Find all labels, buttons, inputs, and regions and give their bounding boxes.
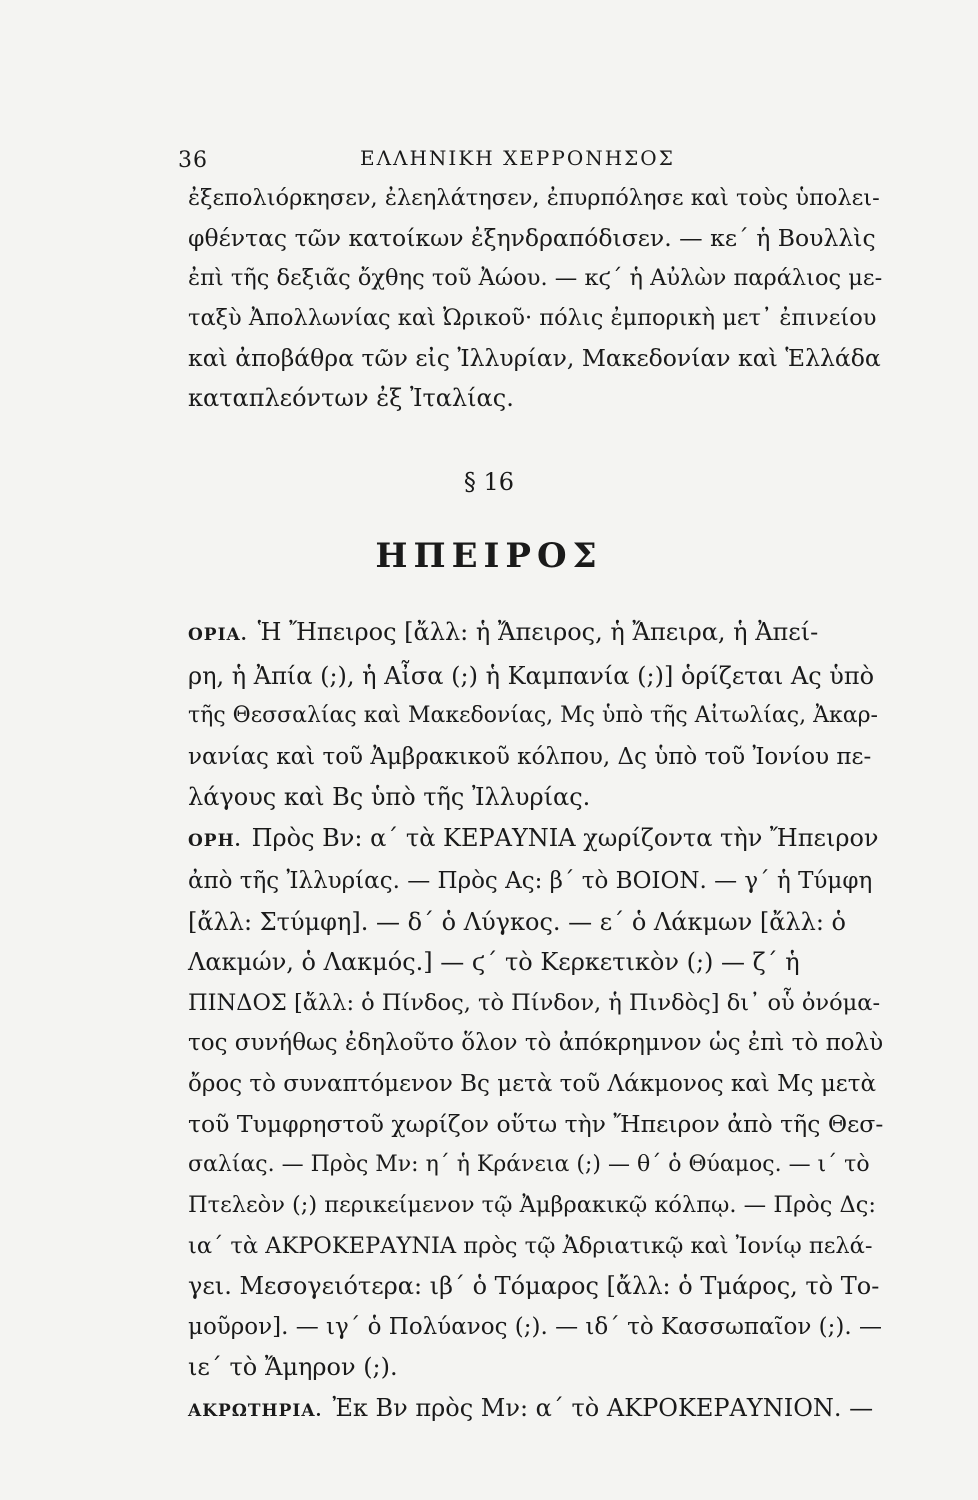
text-line: Πτελεὸν (;) περικείμενον τῷ Ἀμβρακικῷ κόλπῳ. — Πρὸς Δς: [188,1192,876,1218]
text-line: τῆς Θεσσαλίας καὶ Μακεδονίας, Μς ὑπὸ τῆς Αἰτωλίας, Ἀκαρ- [188,703,878,728]
text-line: ιε΄ τὸ Ἄμηρον (;). [188,1353,398,1381]
text-line: ἀπὸ τῆς Ἰλλυρίας. — Πρὸς Ας: β΄ τὸ ΒΟΙΟΝ. — γ΄ ἡ Τύμφη [188,868,873,894]
text-line: τος συνήθως ἐδηλοῦτο ὅλον τὸ ἀπόκρημνον ὡς ἐπὶ τὸ πολὺ [188,1030,884,1056]
akrotiria-label: ΑΚΡΩΤΗΡΙΑ. [188,1400,323,1421]
text-line: ὄρος τὸ συναπτόμενον Βς μετὰ τοῦ Λάκμονος καὶ Μς μετὰ [188,1070,876,1097]
page-header [178,140,878,180]
akrotiria-text: Ἐκ Βν πρὸς Μν: α΄ τὸ ΑΚΡΟΚΕΡΑΥΝΙΟΝ. — [332,1393,874,1422]
section-title: ΗΠΕΙΡΟΣ [375,536,603,576]
text-line: καὶ ἀποβάθρα τῶν εἰς Ἰλλυρίαν, Μακεδονίαν καὶ Ἑλλάδα [188,344,881,372]
text-line: μοῦρον]. — ιγ΄ ὁ Πολύανος (;). — ιδ΄ τὸ Κασσωπαῖον (;). — [188,1313,882,1340]
text-line: γει. Μεσογειότερα: ιβ΄ ὁ Τόμαρος [ἄλλ: ὁ Τμάρος, τὸ Το- [188,1272,880,1300]
ori-label: ΟΡΗ. [188,830,242,851]
section-number: § 16 [463,468,515,496]
page-number: 36 [178,148,208,173]
oria-label: ΟΡΙΑ. [188,625,248,645]
text-line: Λακμών, ὁ Λακμός.] — ϛ΄ τὸ Κερκετικὸν (;) — ζ΄ ἡ [188,948,800,976]
running-head: ΕΛΛΗΝΙΚΗ ΧΕΡΡΟΝΗΣΟΣ [360,146,675,170]
top-paragraph [188,178,883,418]
text-line [188,1388,883,1432]
text-line: νανίας καὶ τοῦ Ἀμβρακικοῦ κόλπου, Δς ὑπὸ τοῦ Ἰονίου πε- [188,743,872,770]
text-line: φθέντας τῶν κατοίκων ἐξηνδραπόδισεν. — κε΄ ἡ Βουλλὶς [188,224,876,252]
text-line: καταπλεόντων ἐξ Ἰταλίας. [188,384,514,412]
main-text [188,612,883,1431]
text-line: σαλίας. — Πρὸς Μν: η΄ ἡ Κράνεια (;) — θ΄ ὁ Θύαμος. — ι΄ τὸ [188,1151,870,1177]
text-line: ια΄ τὰ ΑΚΡΟΚΕΡΑΥΝΙΑ πρὸς τῷ Ἀδριατικῷ καὶ Ἰονίῳ πελά- [188,1232,873,1259]
text-line: τοῦ Τυμφρηστοῦ χωρίζον οὕτω τὴν Ἤπειρον ἀπὸ τῆς Θεσ- [188,1110,884,1138]
text-line: [ἄλλ: Στύμφη]. — δ΄ ὁ Λύγκος. — ε΄ ὁ Λάκμων [ἄλλ: ὁ [188,907,846,936]
text-line: ἐπὶ τῆς δεξιᾶς ὄχθης τοῦ Ἀώου. — κϛ΄ ἡ Αὐλὼν παράλιος με- [188,265,883,291]
oria-text: Ἡ Ἤπειρος [ἄλλ: ἡ Ἄπειρος, ἡ Ἄπειρα, ἡ Ἀπεί- [257,618,819,646]
ori-text: Πρὸς Βν: α΄ τὰ ΚΕΡΑΥΝΙΑ χωρίζοντα τὴν Ἤπειρον [251,823,879,852]
text-line: ἐξεπολιόρκησεν, ἐλεηλάτησεν, ἐπυρπόλησε καὶ τοὺς ὑπολει- [188,185,880,211]
text-line: ρη, ἡ Ἀπία (;), ἡ Αἶσα (;) ἡ Καμπανία (;)] ὁρίζεται Ας ὑπὸ [188,661,875,690]
text-line: ταξὺ Ἀπολλωνίας καὶ Ὠρικοῦ· πόλις ἐμπορικὴ μετ᾽ ἐπινείου [188,305,877,331]
text-line [188,818,883,862]
text-line: ΠΙΝΔΟΣ [ἄλλ: ὁ Πίνδος, τὸ Πίνδον, ἡ Πινδὸς] δι᾽ οὗ ὀνόμα- [188,989,881,1016]
text-line: λάγους καὶ Βς ὑπὸ τῆς Ἰλλυρίας. [188,783,591,811]
text-line [188,612,883,656]
